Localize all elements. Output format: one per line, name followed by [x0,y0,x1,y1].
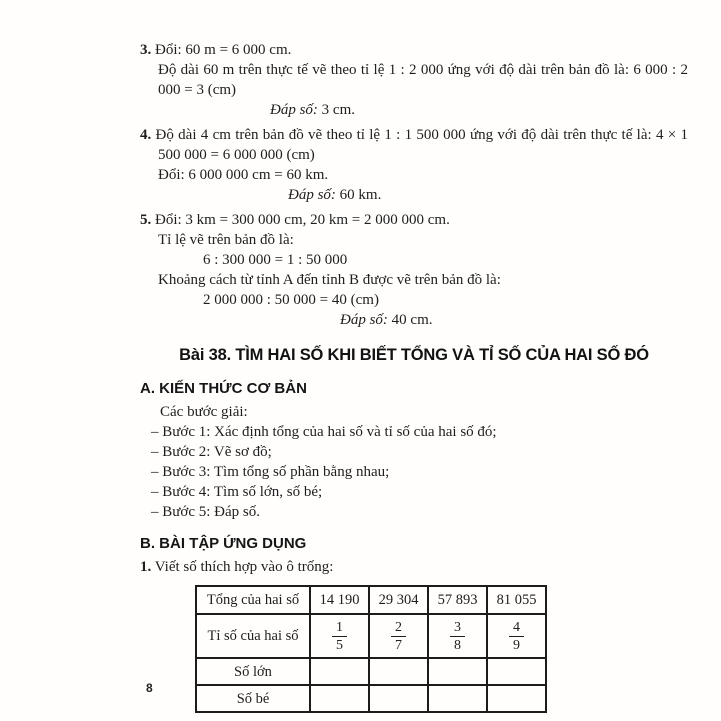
ratio-cell-4 [487,614,546,658]
section-b-heading: B. BÀI TẬP ỨNG DỤNG [140,535,307,552]
fraction-denominator: 5 [336,637,343,653]
total-cell-1: 14 190 [310,586,369,614]
page-number: 8 [146,681,153,695]
exercise-number: 1. [140,559,152,575]
row-label-tong: Tổng của hai số [196,586,310,614]
answer-value: 60 km. [339,187,382,203]
step-4: – Bước 4: Tìm số lớn, số bé; [151,484,323,500]
answer-label: Đáp số: [270,102,318,118]
solution-4-answer [288,185,688,205]
solution-5-answer [340,310,688,330]
solution-5-line1 [140,210,688,230]
item-number: 3. [140,42,152,58]
empty-cell [428,658,487,685]
ratio-cell-1 [310,614,369,658]
step-2: – Bước 2: Vẽ sơ đồ; [151,444,272,460]
steps-intro: Các bước giải: [160,404,248,420]
empty-cell [487,685,546,712]
solution-4-line2: Đổi: 6 000 000 cm = 60 km. [158,167,329,183]
fraction-numerator: 3 [450,620,465,637]
empty-cell [310,685,369,712]
fraction [450,620,465,653]
fraction-numerator: 4 [509,620,524,637]
total-cell-4: 81 055 [487,586,546,614]
table-row-totals [196,586,546,614]
fraction-denominator: 9 [513,637,520,653]
fraction-denominator: 8 [454,637,461,653]
empty-cell [428,685,487,712]
fraction [332,620,347,653]
page-content [140,40,688,713]
empty-cell [310,658,369,685]
solution-4-paragraph [140,125,688,165]
answer-label: Đáp số: [288,187,336,203]
ratio-cell-2 [369,614,428,658]
solution-item-5 [140,210,688,330]
lesson-title: Bài 38. TÌM HAI SỐ KHI BIẾT TỔNG VÀ TỈ SỐ CỦA HAI SỐ ĐÓ [179,346,649,364]
line-text: Đổi: 3 km = 300 000 cm, 20 km = 2 000 000 cm. [155,212,450,228]
section-a-heading: A. KIẾN THỨC CƠ BẢN [140,380,307,397]
fraction [391,620,406,653]
solution-item-4 [140,125,688,205]
ratio-cell-3 [428,614,487,658]
fraction-numerator: 1 [332,620,347,637]
step-3: – Bước 3: Tìm tổng số phần bằng nhau; [151,464,390,480]
row-label-so-lon: Số lớn [196,658,310,685]
step-5: – Bước 5: Đáp số. [151,504,260,520]
item-number: 5. [140,212,152,228]
solution-5-line2: Tỉ lệ vẽ trên bản đồ là: [158,232,294,248]
table-row-so-lon [196,658,546,685]
empty-cell [369,685,428,712]
table-row-ratios [196,614,546,658]
answer-value: 40 cm. [391,312,433,328]
solution-3-answer [270,100,688,120]
line-text: Đổi: 60 m = 6 000 cm. [155,42,292,58]
answer-value: 3 cm. [321,102,355,118]
exercise-table [195,585,547,713]
total-cell-2: 29 304 [369,586,428,614]
line-text: Độ dài 4 cm trên bản đồ vẽ theo tỉ lệ 1 : 1 500 000 ứng với độ dài trên thực tế là: 4 × 1 500 000 = 6 000 000 (cm) [155,127,688,163]
table-row-so-be [196,685,546,712]
total-cell-3: 57 893 [428,586,487,614]
empty-cell [369,658,428,685]
row-label-so-be: Số bé [196,685,310,712]
solution-5-equation2: 2 000 000 : 50 000 = 40 (cm) [203,292,379,308]
solution-3-paragraph: Độ dài 60 m trên thực tế vẽ theo tỉ lệ 1 : 2 000 ứng với độ dài trên bản đồ là: 6 000 : 2 000 = 3 (cm) [158,62,688,98]
step-1: – Bước 1: Xác định tổng của hai số và tỉ số của hai số đó; [151,424,497,440]
solution-5-equation1: 6 : 300 000 = 1 : 50 000 [203,252,348,268]
solution-item-3 [140,40,688,120]
fraction-denominator: 7 [395,637,402,653]
solution-3-line1 [140,40,688,60]
item-number: 4. [140,127,152,143]
row-label-ti-so: Tỉ số của hai số [196,614,310,658]
empty-cell [487,658,546,685]
answer-label: Đáp số: [340,312,388,328]
exercise-1-prompt [140,557,688,577]
fraction [509,620,524,653]
exercise-text: Viết số thích hợp vào ô trống: [154,559,334,575]
fraction-numerator: 2 [391,620,406,637]
solution-5-line3: Khoảng cách từ tỉnh A đến tỉnh B được vẽ trên bản đồ là: [158,272,501,288]
